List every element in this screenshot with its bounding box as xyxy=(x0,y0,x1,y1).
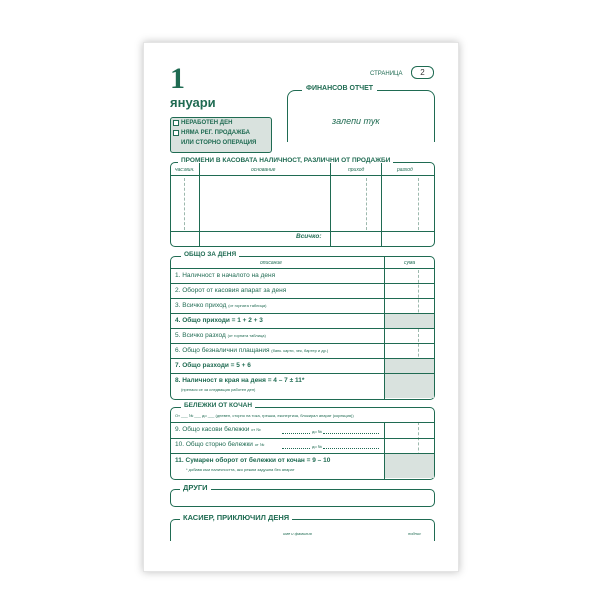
cents-separator xyxy=(418,178,419,230)
day-number: 1 xyxy=(170,62,185,95)
from-number-field[interactable] xyxy=(282,433,310,434)
col-expense-header: разход xyxy=(397,167,413,173)
carry-over-note: (пренася се за следващия работен ден) xyxy=(181,387,256,392)
row-divider xyxy=(171,422,434,423)
checkbox[interactable] xyxy=(173,120,179,126)
receipts-footnote: * добавя към наличността, ако режим задушна без апарат xyxy=(186,467,295,472)
page-number[interactable]: 2 xyxy=(411,66,434,79)
cash-changes-total-label: Всичко: xyxy=(296,233,322,240)
signature-label: подпис xyxy=(408,531,422,536)
daily-row-7: 7. Общо разходи = 5 + 6 xyxy=(175,362,251,369)
stick-here-label: залепи тук xyxy=(332,116,380,126)
receipts-row-11: 11. Сумарен оборот от бележки от кочан = 9 – 10 xyxy=(175,457,331,464)
row-divider xyxy=(171,298,434,299)
cashier-title: КАСИЕР, ПРИКЛЮЧИЛ ДЕНЯ xyxy=(180,513,292,522)
col-sum-header: сума xyxy=(404,260,416,266)
row-divider xyxy=(171,438,434,439)
total-divider xyxy=(171,231,434,232)
time-separator xyxy=(184,178,185,230)
daily-row-2: 2. Оборот от касовия апарат за деня xyxy=(175,287,287,294)
checkbox[interactable] xyxy=(173,130,179,136)
col-time-header: час:мин. xyxy=(175,167,195,173)
page-label: СТРАНИЦА xyxy=(370,71,403,77)
daily-row-3: 3. Всичко приход (от горната таблица) xyxy=(175,302,267,309)
row-divider xyxy=(171,283,434,284)
daily-row-1: 1. Наличност в началото на деня xyxy=(175,272,276,279)
others-title: ДРУГИ xyxy=(180,483,211,492)
row-divider xyxy=(171,343,434,344)
to-number-field[interactable] xyxy=(323,448,379,449)
header-divider xyxy=(171,175,434,176)
col-basis-header: основание xyxy=(251,167,276,173)
total-cell-shading xyxy=(385,374,434,398)
receipts-row-9: 9. Общо касови бележки от № xyxy=(175,426,261,433)
daily-total-title: ОБЩО ЗА ДЕНЯ xyxy=(181,251,239,258)
row-divider xyxy=(171,328,434,329)
column-divider xyxy=(199,163,200,246)
cents-separator xyxy=(366,178,367,230)
receipts-row-10: 10. Общо сторно бележки от № xyxy=(175,441,265,448)
row-divider xyxy=(171,268,434,269)
total-cell-shading xyxy=(385,359,434,373)
col-income-header: приход xyxy=(348,167,365,173)
to-number-label: до № xyxy=(312,444,322,449)
daily-row-8: 8. Наличност в края на деня = 4 – 7 ± 11* xyxy=(175,377,305,384)
daily-row-6: 6. Общо безналични плащания (банк. карти, чек, бартер и др.) xyxy=(175,347,329,354)
cashier-frame xyxy=(170,519,435,541)
column-divider xyxy=(330,163,331,246)
to-number-label: до № xyxy=(312,429,322,434)
total-cell-shading xyxy=(385,454,434,478)
checkbox-label: НЕРАБОТЕН ДЕН xyxy=(181,120,233,126)
receipts-intro: От ___ № ___ до ___ (дневен, сторно на тока, грешка, експертиза, блокирал апарат (корекция)) xyxy=(175,413,354,418)
from-number-field[interactable] xyxy=(282,448,310,449)
total-cell-shading xyxy=(385,314,434,328)
daily-row-5: 5. Всичко разход (от горната таблица) xyxy=(175,332,266,339)
checkbox-label: ИЛИ СТОРНО ОПЕРАЦИЯ xyxy=(181,140,257,146)
non-working-day-option[interactable] xyxy=(173,120,232,126)
receipts-title: БЕЛЕЖКИ ОТ КОЧАН xyxy=(181,402,255,409)
financial-report-title: ФИНАНСОВ ОТЧЕТ xyxy=(302,85,377,92)
cash-changes-title: ПРОМЕНИ В КАСОВАТА НАЛИЧНОСТ, РАЗЛИЧНИ ОТ ПРОДАЖБИ xyxy=(178,157,393,164)
month-name: януари xyxy=(170,95,216,110)
column-divider xyxy=(381,163,382,246)
storno-option-label xyxy=(181,140,256,146)
daily-row-4: 4. Общо приходи = 1 + 2 + 3 xyxy=(175,317,263,324)
col-description-header: описание xyxy=(260,260,282,266)
name-label: име и фамилия xyxy=(283,531,312,536)
to-number-field[interactable] xyxy=(323,433,379,434)
no-sales-option[interactable] xyxy=(173,130,250,136)
checkbox-label: НЯМА РЕГ. ПРОДАЖБА xyxy=(181,130,250,136)
